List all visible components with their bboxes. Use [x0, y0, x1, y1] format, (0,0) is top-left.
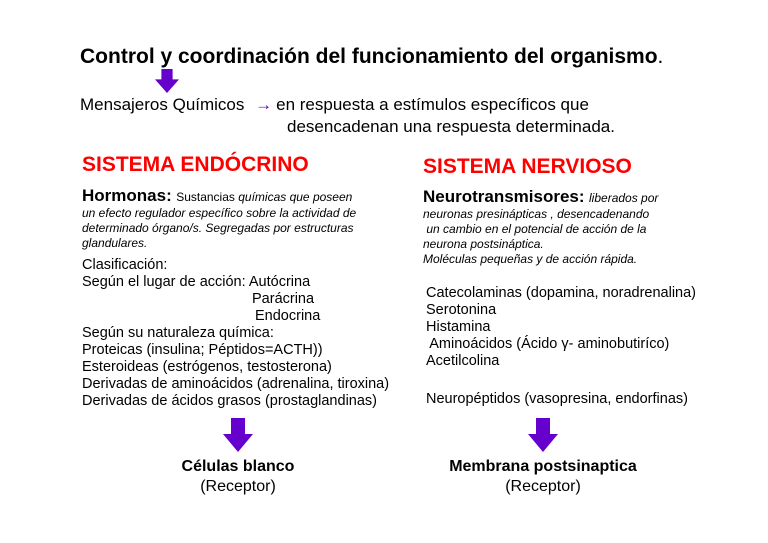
target-sub: (Receptor) [505, 478, 581, 495]
right-arrow-icon: → [255, 95, 273, 114]
nervioso-definition [423, 187, 658, 267]
endocrino-heading: SISTEMA ENDÓCRINO [82, 153, 309, 176]
list-item: Derivadas de ácidos grasos (prostaglandinas) [82, 393, 377, 409]
slide-title [80, 45, 663, 69]
list-item: Endocrina [255, 308, 321, 324]
list-item: Proteicas (insulina; Péptidos=ACTH)) [82, 342, 323, 358]
title-text: Control y coordinación del funcionamiento del organismo [80, 45, 658, 68]
def-first-italic: liberados por [589, 191, 659, 205]
def-first: Sustancias [176, 190, 239, 204]
def-line: un efecto regulador específico sobre la actividad de [82, 206, 357, 220]
nervioso-list [426, 285, 696, 408]
def-line: neurona postsináptica. [423, 237, 544, 251]
def-line: neuronas presinápticas , desencadenando [423, 207, 650, 221]
title-period: . [657, 45, 664, 68]
neuro-term: Neurotransmisores: [423, 187, 585, 206]
list-item: Según el lugar de acción: Autócrina [82, 274, 311, 290]
list-item: Derivadas de aminoácidos (adrenalina, tiroxina) [82, 376, 390, 392]
list-item: Catecolaminas (dopamina, noradrenalina) [426, 285, 697, 301]
endocrino-target [128, 457, 348, 497]
list-item: Neuropéptidos (vasopresina, endorfinas) [426, 391, 688, 407]
intro-label: Mensajeros Químicos [80, 95, 245, 114]
list-item: Esteroideas (estrógenos, testosterona) [82, 359, 332, 375]
list-item: Aminoácidos (Ácido γ- aminobutiríco) [426, 336, 670, 352]
nervioso-target [423, 457, 663, 497]
intro [80, 94, 615, 138]
def-line: determinado órgano/s. Segregadas por estructuras [82, 221, 354, 235]
list-spacer [426, 370, 696, 387]
list-item: Acetilcolina [426, 353, 500, 369]
list-item: Serotonina [426, 302, 497, 318]
def-line: un cambio en el potencial de acción de la [423, 222, 647, 236]
target-label: Membrana postsinaptica [449, 458, 637, 475]
endocrino-definition [82, 186, 356, 251]
list-item: Parácrina [252, 291, 315, 307]
intro-line1: en respuesta a estímulos específicos que [276, 95, 589, 114]
list-item: Según su naturaleza química: [82, 325, 274, 341]
list-item: Clasificación: [82, 257, 168, 273]
target-label: Células blanco [181, 458, 295, 475]
intro-line2: desencadenan una respuesta determinada. [287, 117, 615, 136]
def-first-italic: químicas que poseen [238, 190, 353, 204]
down-arrow-icon [153, 69, 181, 93]
target-sub: (Receptor) [200, 478, 276, 495]
hormonas-term: Hormonas: [82, 186, 172, 205]
down-arrow-icon [223, 418, 253, 452]
def-line: glandulares. [82, 236, 148, 250]
list-item: Histamina [426, 319, 491, 335]
down-arrow-icon [528, 418, 558, 452]
endocrino-list [82, 257, 389, 410]
nervioso-heading: SISTEMA NERVIOSO [423, 155, 632, 178]
def-line: Moléculas pequeñas y de acción rápida. [423, 252, 638, 266]
